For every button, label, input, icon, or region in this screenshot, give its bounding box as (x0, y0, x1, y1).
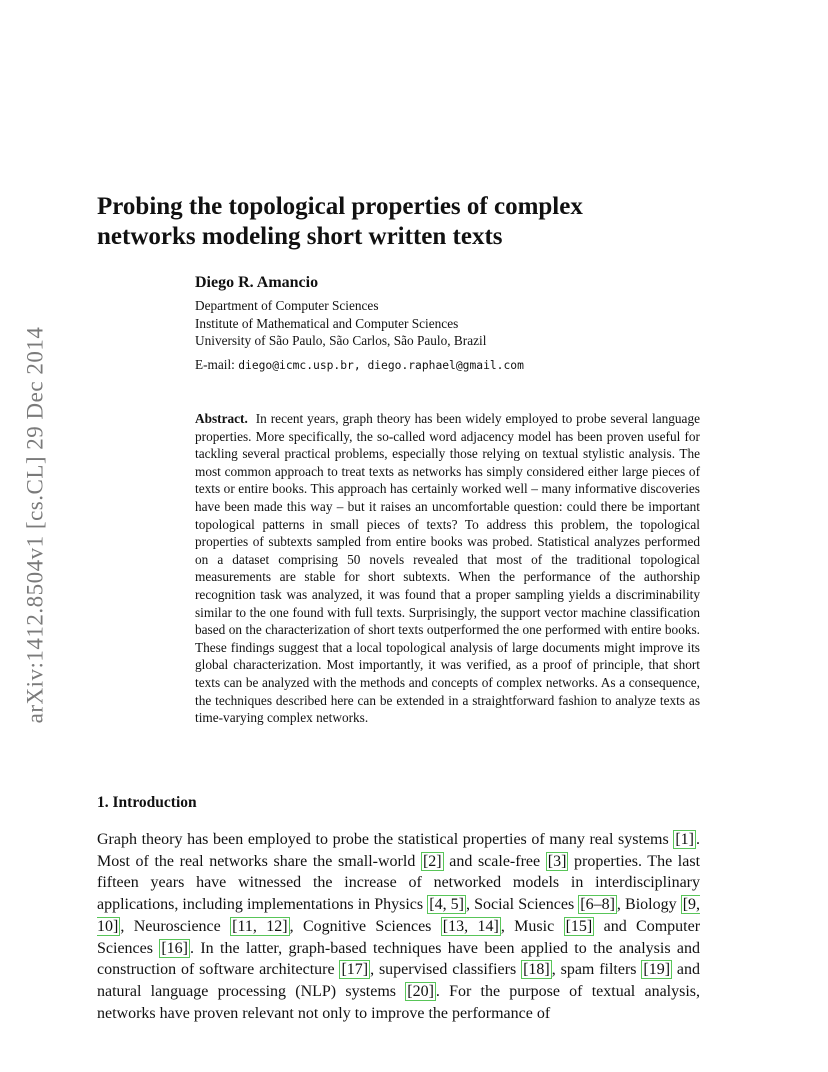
author-name: Diego R. Amancio (195, 274, 319, 291)
email-line (195, 357, 524, 373)
intro-text: and natural language processing (NLP) systems (97, 961, 701, 1000)
abstract-text: In recent years, graph theory has been widely employed to probe several language properties. More specifically, the so-called word adjacency model has been proven useful for tackling several practical problems, especially those relying on textual stylistic analysis. The most common approach to treat texts as networks has simply considered either large pieces of texts or entire books. This approach has certainly worked well – many informative discoveries have been made this way – but it raises an uncomfortable question: could there be important topological patterns in small pieces of texts? To address this problem, the topological properties of subtexts sampled from entire books was probed. Statistical analyzes performed on a dataset comprising 50 novels revealed that most of the traditional topological measurements are stable for short subtexts. When the performance of the authorship recognition task was analyzed, it was found that a proper sampling yields a discriminability similar to the one found with full texts. Surprisingly, the support vector machine classification based on the characterization of short texts outperformed the one performed with entire books. These findings suggest that a local topological analysis of large documents might improve its global characterization. Most importantly, it was verified, as a proof of principle, that short texts can be analyzed with the methods and concepts of complex networks. As a consequence, the techniques described here can be extended in a straightforward fashion to analyze texts as time-varying complex networks. (195, 411, 700, 726)
citation-link[interactable]: [9, 10] (97, 896, 701, 935)
intro-text: , Music (500, 917, 564, 935)
citation-link[interactable]: [11, 12] (232, 917, 288, 935)
email-label: E-mail: (195, 357, 235, 372)
affiliation-line: Institute of Mathematical and Computer Sciences (195, 315, 459, 331)
section-heading-introduction: 1. Introduction (97, 794, 197, 811)
citation-link[interactable]: [1] (675, 831, 694, 848)
intro-text: , Cognitive Sciences (289, 917, 441, 935)
intro-text: , spam filters (551, 961, 642, 979)
citation-link[interactable]: [15] (565, 917, 593, 935)
citation-link[interactable]: [17] (341, 961, 369, 979)
intro-text: , Neuroscience (120, 917, 231, 935)
arxiv-sidebar-stamp (12, 292, 58, 758)
title-line-1: Probing the topological properties of complex (97, 193, 583, 220)
abstract-label: Abstract. (195, 411, 248, 426)
citation-link[interactable]: [4, 5] (429, 896, 464, 914)
email-addresses[interactable]: diego@icmc.usp.br, diego.raphael@gmail.com (238, 359, 524, 372)
affiliation-line: Department of Computer Sciences (195, 298, 379, 313)
intro-text: . Most of the real networks share the small-world (97, 831, 700, 870)
citation-link[interactable]: [2] (422, 852, 442, 870)
title-line-2: networks modeling short written texts (97, 223, 503, 250)
abstract (195, 410, 700, 727)
affiliation-line: University of São Paulo, São Carlos, São Paulo, Brazil (195, 333, 487, 348)
citation-link[interactable]: [19] (643, 961, 671, 979)
intro-text: . In the latter, graph-based techniques have been applied to the analysis and construction of software architecture (97, 939, 700, 979)
citation-link[interactable]: [16] (161, 939, 188, 957)
intro-text: Graph theory has been employed to probe the statistical properties of many real systems (97, 831, 674, 848)
intro-text: , supervised classifiers (370, 961, 522, 979)
introduction-paragraph (97, 829, 700, 1024)
arxiv-identifier: arXiv:1412.8504v1 [cs.CL] 29 Dec 2014 (22, 326, 47, 724)
paper-title (97, 192, 737, 252)
citation-link[interactable]: [13, 14] (442, 917, 499, 935)
citation-link[interactable]: [18] (523, 961, 550, 979)
intro-text: properties. The last fifteen years have witnessed the increase of networked models in interdisciplinary applications, including implementations in Physics (97, 852, 701, 914)
citation-link[interactable]: [6–8] (580, 896, 615, 914)
intro-text: , Biology (616, 896, 681, 914)
intro-text: and Computer Sciences (97, 917, 701, 957)
intro-text: , Social Sciences (466, 896, 579, 914)
citation-link[interactable]: [20] (407, 982, 434, 1000)
intro-text: and scale-free (443, 852, 546, 870)
citation-link[interactable]: [3] (547, 852, 567, 870)
affiliations (195, 297, 486, 350)
intro-text: . For the purpose of textual analysis, networks have proven relevant not only to improve the performance of (97, 982, 701, 1022)
